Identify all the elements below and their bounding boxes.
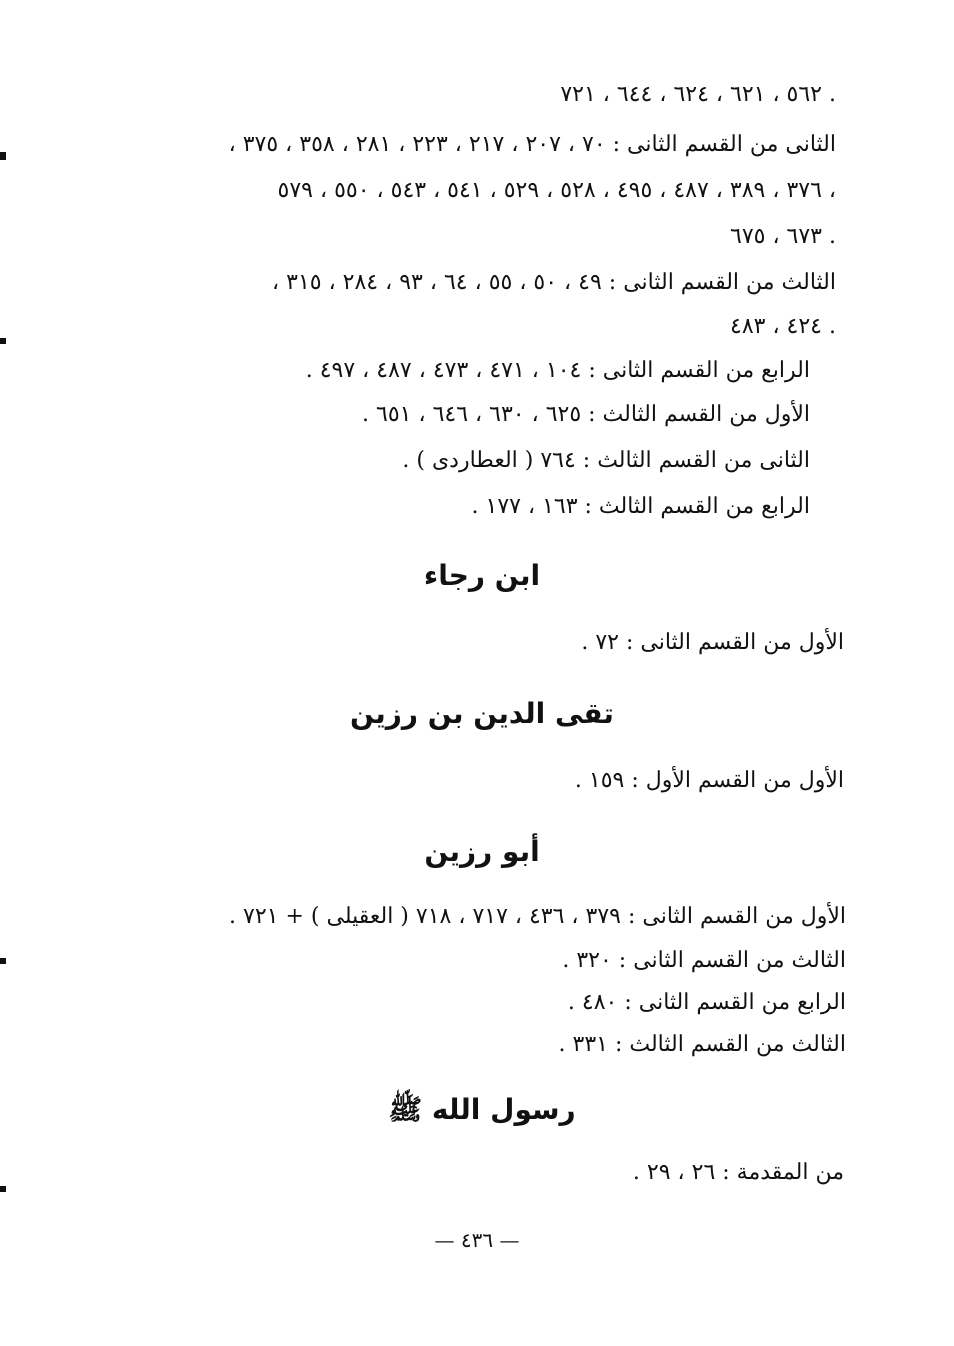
index-line: الأول من القسم الثانى : ٣٧٩ ، ٤٣٦ ، ٧١٧ ، ٧١٨ ( العقيلى ) + ٧٢١ . xyxy=(229,904,846,929)
index-line: ٣٧٦ ، ٣٨٩ ، ٤٨٧ ، ٤٩٥ ، ٥٢٨ ، ٥٢٩ ، ٥٤١ ، ٥٤٣ ، ٥٥٠ ، ٥٧٩ ، xyxy=(277,178,836,203)
page-number: — ٤٣٦ — xyxy=(434,1228,520,1252)
scan-edge-mark xyxy=(0,152,6,160)
index-line: الرابع من القسم الثالث : ١٦٣ ، ١٧٧ . xyxy=(471,494,810,519)
section-heading: ابن رجاء xyxy=(423,559,541,592)
index-line: ٤٢٤ ، ٤٨٣ . xyxy=(730,314,836,339)
scan-edge-mark xyxy=(0,958,6,964)
index-line: الثالث من القسم الثانى : ٤٩ ، ٥٠ ، ٥٥ ، ٦٤ ، ٩٣ ، ٢٨٤ ، ٣١٥ ، xyxy=(272,270,836,295)
section-heading: تقى الدين بن رزين xyxy=(350,697,614,730)
index-line: الرابع من القسم الثانى : ٤٨٠ . xyxy=(567,990,846,1015)
index-line: الأول من القسم الثانى : ٧٢ . xyxy=(581,630,844,655)
index-line: من المقدمة : ٢٦ ، ٢٩ . xyxy=(632,1160,844,1185)
index-line: الأول من القسم الأول : ١٥٩ . xyxy=(574,768,844,793)
section-heading: رسول الله ﷺ xyxy=(388,1093,576,1126)
index-line: الرابع من القسم الثانى : ١٠٤ ، ٤٧١ ، ٤٧٣ ، ٤٨٧ ، ٤٩٧ . xyxy=(305,358,810,383)
index-line: الثالث من القسم الثانى : ٣٢٠ . xyxy=(562,948,846,973)
index-line: ٦٧٣ ، ٦٧٥ . xyxy=(730,224,836,249)
scan-edge-mark xyxy=(0,1186,6,1192)
index-line: الثانى من القسم الثالث : ٧٦٤ ( العطاردى ) . xyxy=(402,448,810,473)
index-line: ٥٦٢ ، ٦٢١ ، ٦٢٤ ، ٦٤٤ ، ٧٢١ . xyxy=(560,82,836,107)
index-line: الأول من القسم الثالث : ٦٢٥ ، ٦٣٠ ، ٦٤٦ ، ٦٥١ . xyxy=(362,402,810,427)
index-line: الثانى من القسم الثانى : ٧٠ ، ٢٠٧ ، ٢١٧ ، ٢٢٣ ، ٢٨١ ، ٣٥٨ ، ٣٧٥ ، xyxy=(228,132,836,157)
index-line: الثالث من القسم الثالث : ٣٣١ . xyxy=(558,1032,846,1057)
scan-edge-mark xyxy=(0,338,6,344)
section-heading: أبو رزين xyxy=(424,835,540,868)
